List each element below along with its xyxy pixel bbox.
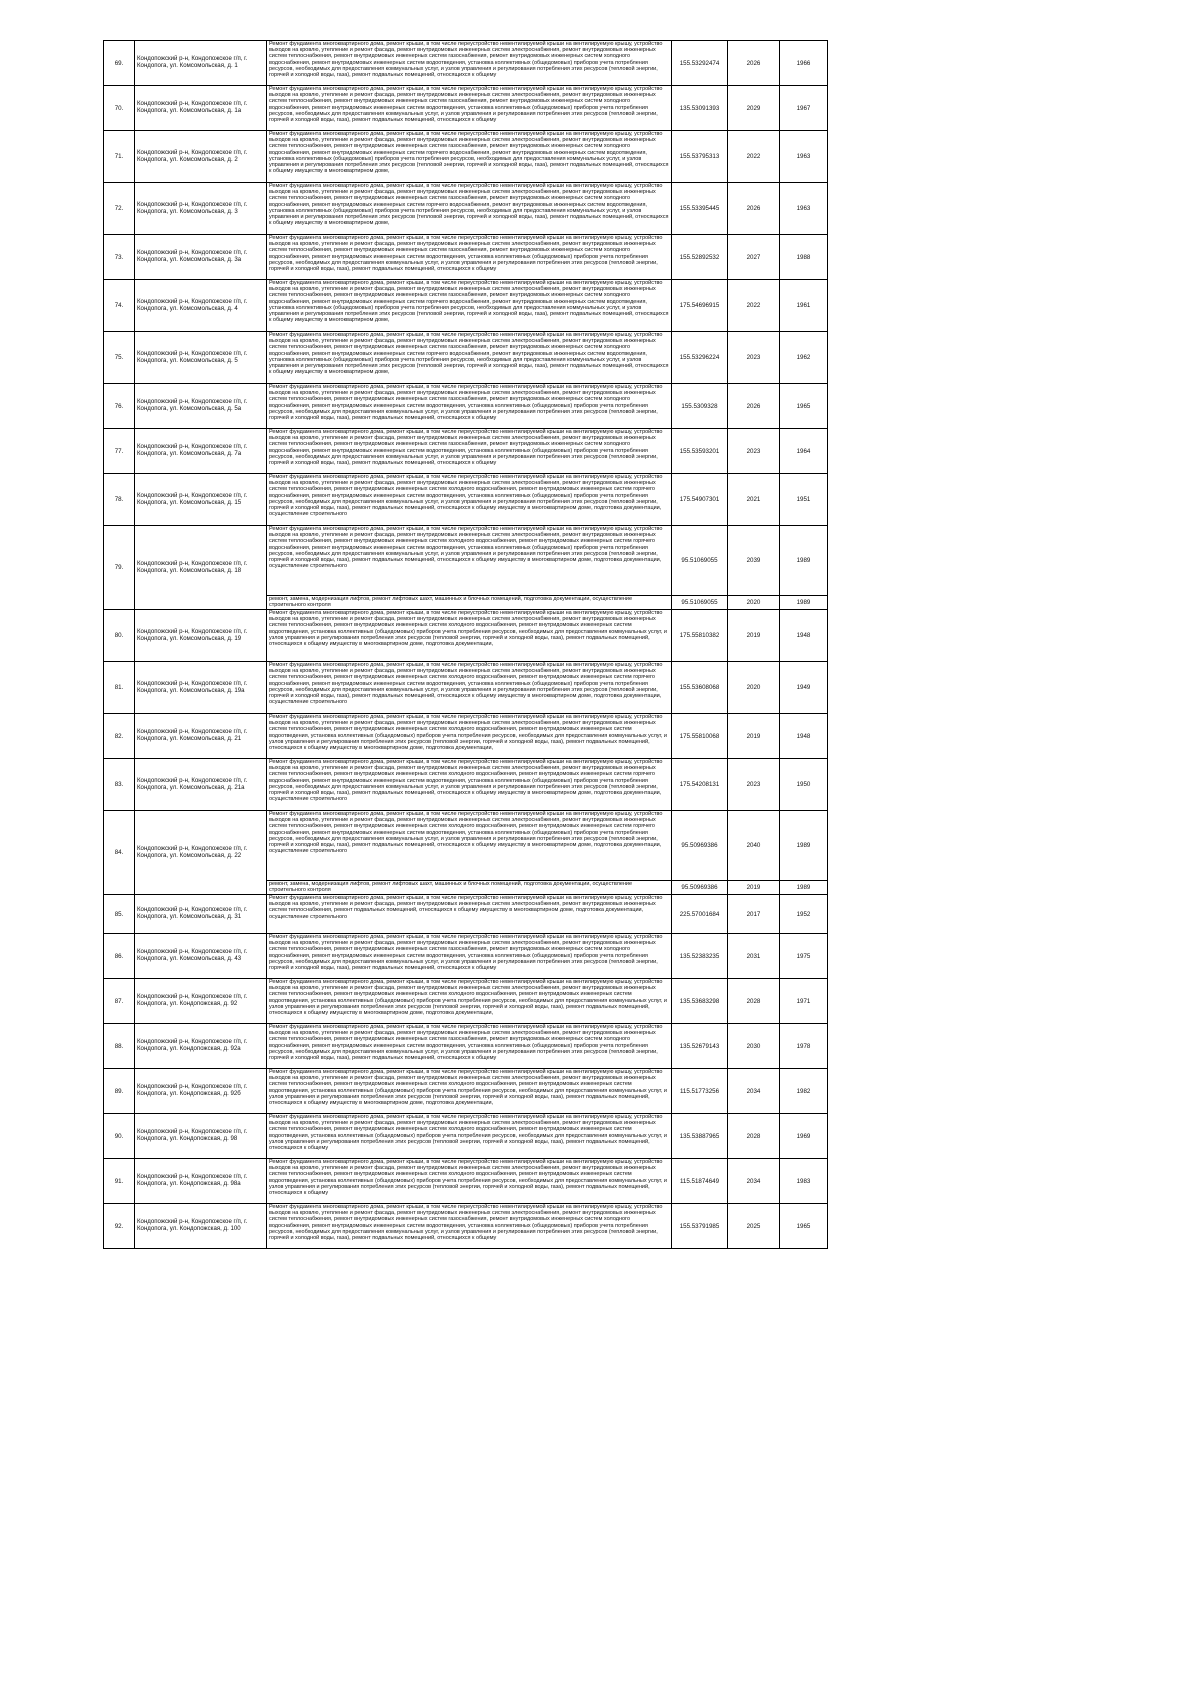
repair-year-cell: 2020 [728, 596, 780, 610]
row-number-cell: 76. [104, 384, 135, 429]
built-year-cell: 1948 [780, 714, 828, 759]
capital-repair-table [103, 40, 828, 1249]
work-types-text: ремонт, замена, модернизация лифтов, ремонт лифтовых шахт, машинных и блочных помещений, подготовка документации, осуществление строительного контроля [269, 596, 633, 609]
work-types-text: Ремонт фундамента многоквартирного дома, ремонт крыши, в том числе переустройство невентилируемой крыши на вентилируемую крышу, устройство выходов на кровлю, утепление и ремонт фасада, ремонт внутридомовых инженерных систем электроснабжения, ремонт внутридомовых инженерных систем теплоснабжения, ремонт внутридомовых инженерных систем газоснабжения, ремонт внутридомовых инженерных систем холодного водоснабжения, ремонт внутридомовых инженерных систем водоотведения, установка коллективных (общедомовых) приборов учета потребления ресурсов, необходимых для предоставления коммунальных услуг, и узлов управления и регулирования потребления этих ресурсов (тепловой энергии, горячей и холодной воды, газа), ремонт подвальных помещений, относящихся к общему [269, 429, 663, 467]
work-types-text: Ремонт фундамента многоквартирного дома, ремонт крыши, в том числе переустройство невентилируемой крыши на вентилируемую крышу, устройство выходов на кровлю, утепление и ремонт фасада, ремонт внутридомовых инженерных систем электроснабжения, ремонт внутридомовых инженерных систем теплоснабжения, ремонт внутридомовых инженерных систем газоснабжения, ремонт внутридомовых инженерных систем холодного водоснабжения, ремонт внутридомовых инженерных систем водоотведения, установка коллективных (общедомовых) приборов учета потребления ресурсов, необходимых для предоставления коммунальных услуг, и узлов управления и регулирования потребления этих ресурсов (тепловой энергии, горячей и холодной воды, газа), ремонт подвальных помещений, относящихся к общему [269, 86, 663, 124]
cost-cell: 115.51874649 [672, 1159, 728, 1204]
built-year-cell: 1975 [780, 934, 828, 979]
row-number-cell: 89. [104, 1069, 135, 1114]
work-types-text: Ремонт фундамента многоквартирного дома, ремонт крыши, в том числе переустройство невентилируемой крыши на вентилируемую крышу, устройство выходов на кровлю, утепление и ремонт фасада, ремонт внутридомовых инженерных систем электроснабжения, ремонт внутридомовых инженерных систем теплоснабжения, ремонт внутридомовых инженерных систем газоснабжения, ремонт внутридомовых инженерных систем холодного водоснабжения, ремонт внутридомовых инженерных систем водоотведения, установка коллективных (общедомовых) приборов учета потребления ресурсов, необходимых для предоставления коммунальных услуг, и узлов управления и регулирования потребления этих ресурсов (тепловой энергии, горячей и холодной воды, газа), ремонт подвальных помещений, относящихся к общему [269, 235, 663, 273]
repair-year-cell: 2028 [728, 1114, 780, 1159]
cost-cell: 155.53791985 [672, 1204, 728, 1249]
cost-cell: 95.50969386 [672, 811, 728, 881]
work-types-text: Ремонт фундамента многоквартирного дома, ремонт крыши, в том числе переустройство невентилируемой крыши на вентилируемую крышу, устройство выходов на кровлю, утепление и ремонт фасада, ремонт внутридомовых инженерных систем электроснабжения, ремонт внутридомовых инженерных систем теплоснабжения, ремонт внутридомовых инженерных систем газоснабжения, ремонт внутридомовых инженерных систем холодного водоснабжения, ремонт внутридомовых инженерных систем водоотведения, установка коллективных (общедомовых) приборов учета потребления ресурсов, необходимых для предоставления коммунальных услуг, и узлов управления и регулирования потребления этих ресурсов (тепловой энергии, горячей и холодной воды, газа), ремонт подвальных помещений, относящихся к общему [269, 934, 663, 972]
table-row [104, 384, 828, 429]
work-types-text: Ремонт фундамента многоквартирного дома, ремонт крыши, в том числе переустройство невентилируемой крыши на вентилируемую крышу, устройство выходов на кровлю, утепление и ремонт фасада, ремонт внутридомовых инженерных систем электроснабжения, ремонт внутридомовых инженерных систем теплоснабжения, ремонт внутридомовых инженерных систем холодного водоснабжения, ремонт внутридомовых инженерных систем горячего водоснабжения, ремонт внутридомовых инженерных систем водоотведения, установка коллективных (общедомовых) приборов учета потребления ресурсов, необходимых для предоставления коммунальных услуг, и узлов управления и регулирования потребления этих ресурсов (тепловой энергии, горячей и холодной воды, газа), ремонт подвальных помещений, относящихся к общему имуществу в многоквартирном доме, подготовка документации, осуществление строительного [269, 811, 663, 855]
cost-cell: 155.53608068 [672, 662, 728, 714]
address-cell: Кондопожский р-н, Кондопожское г/п, г. Кондопога, ул. Кондопожская, д. 100 [135, 1204, 267, 1249]
cost-cell: 155.53395445 [672, 183, 728, 235]
row-number-cell: 74. [104, 280, 135, 332]
work-types-cell [267, 979, 672, 1024]
address-cell: Кондопожский р-н, Кондопожское г/п, г. Кондопога, ул. Кондопожская, д. 92 [135, 979, 267, 1024]
cost-cell: 155.52892532 [672, 235, 728, 280]
work-types-cell [267, 526, 672, 596]
table-row [104, 610, 828, 662]
row-number-cell: 80. [104, 610, 135, 662]
row-number-cell: 75. [104, 332, 135, 384]
built-year-cell: 1952 [780, 895, 828, 934]
table-row [104, 280, 828, 332]
repair-year-cell: 2021 [728, 474, 780, 526]
row-number-cell: 81. [104, 662, 135, 714]
work-types-cell [267, 131, 672, 183]
row-number-cell: 84. [104, 811, 135, 895]
work-types-text: ремонт, замена, модернизация лифтов, ремонт лифтовых шахт, машинных и блочных помещений, подготовка документации, осуществление строительного контроля [269, 881, 633, 894]
cost-cell: 95.50969386 [672, 881, 728, 895]
built-year-cell: 1982 [780, 1069, 828, 1114]
table-row [104, 979, 828, 1024]
work-types-text: Ремонт фундамента многоквартирного дома, ремонт крыши, в том числе переустройство невентилируемой крыши на вентилируемую крышу, устройство выходов на кровлю, утепление и ремонт фасада, ремонт внутридомовых инженерных систем электроснабжения, ремонт внутридомовых инженерных систем теплоснабжения, ремонт внутридомовых инженерных систем газоснабжения, ремонт внутридомовых инженерных систем холодного водоснабжения, ремонт внутридомовых инженерных систем водоотведения, установка коллективных (общедомовых) приборов учета потребления ресурсов, необходимых для предоставления коммунальных услуг, и узлов управления и регулирования потребления этих ресурсов (тепловой энергии, горячей и холодной воды, газа), ремонт подвальных помещений, относящихся к общему [269, 384, 663, 422]
work-types-cell [267, 332, 672, 384]
repair-year-cell: 2019 [728, 881, 780, 895]
address-cell: Кондопожский р-н, Кондопожское г/п, г. Кондопога, ул. Комсомольская, д. 22 [135, 811, 267, 895]
built-year-cell: 1971 [780, 979, 828, 1024]
repair-year-cell: 2031 [728, 934, 780, 979]
repair-year-cell: 2025 [728, 1204, 780, 1249]
table-body [104, 41, 828, 1249]
repair-year-cell: 2017 [728, 895, 780, 934]
work-types-cell [267, 895, 672, 934]
row-number-cell: 82. [104, 714, 135, 759]
table-row [104, 526, 828, 596]
work-types-cell [267, 1069, 672, 1114]
table-row [104, 86, 828, 131]
table-row [104, 714, 828, 759]
work-types-cell [267, 384, 672, 429]
row-number-cell: 78. [104, 474, 135, 526]
cost-cell: 135.53683298 [672, 979, 728, 1024]
work-types-text: Ремонт фундамента многоквартирного дома, ремонт крыши, в том числе переустройство невентилируемой крыши на вентилируемую крышу, устройство выходов на кровлю, утепление и ремонт фасада, ремонт внутридомовых инженерных систем электроснабжения, ремонт внутридомовых инженерных систем теплоснабжения, ремонт внутридомовых инженерных систем газоснабжения, ремонт внутридомовых инженерных систем холодного водоснабжения, ремонт внутридомовых инженерных систем горячего водоснабжения, ремонт внутридомовых инженерных систем водоотведения, установка коллективных (общедомовых) приборов учета потребления ресурсов, необходимых для предоставления коммунальных услуг, и узлов управления и регулирования потребления этих ресурсов (тепловой энергии, горячей и холодной воды, газа), ремонт подвальных помещений, относящихся к общему имуществу в многоквартирном доме, [269, 332, 669, 376]
work-types-cell [267, 1024, 672, 1069]
work-types-text: Ремонт фундамента многоквартирного дома, ремонт крыши, в том числе переустройство невентилируемой крыши на вентилируемую крышу, устройство выходов на кровлю, утепление и ремонт фасада, ремонт внутридомовых инженерных систем электроснабжения, ремонт внутридомовых инженерных систем теплоснабжения, ремонт внутридомовых инженерных систем газоснабжения, ремонт внутридомовых инженерных систем холодного водоснабжения, ремонт внутридомовых инженерных систем водоотведения, установка коллективных (общедомовых) приборов учета потребления ресурсов, необходимых для предоставления коммунальных услуг, и узлов управления и регулирования потребления этих ресурсов (тепловой энергии, горячей и холодной воды, газа), ремонт подвальных помещений, относящихся к общему [269, 1024, 663, 1062]
work-types-text: Ремонт фундамента многоквартирного дома, ремонт крыши, в том числе переустройство невентилируемой крыши на вентилируемую крышу, устройство выходов на кровлю, утепление и ремонт фасада, ремонт внутридомовых инженерных систем электроснабжения, ремонт внутридомовых инженерных систем теплоснабжения, ремонт внутридомовых инженерных систем холодного водоснабжения, ремонт внутридомовых инженерных систем водоотведения, установка коллективных (общедомовых) приборов учета потребления ресурсов, необходимых для предоставления коммунальных услуг, и узлов управления и регулирования потребления этих ресурсов (тепловой энергии, горячей и холодной воды, газа), ремонт подвальных помещений, относящихся к общему [269, 1114, 668, 1152]
cost-cell: 135.53887965 [672, 1114, 728, 1159]
built-year-cell: 1989 [780, 881, 828, 895]
address-cell: Кондопожский р-н, Кондопожское г/п, г. Кондопога, ул. Комсомольская, д. 31 [135, 895, 267, 934]
work-types-text: Ремонт фундамента многоквартирного дома, ремонт крыши, в том числе переустройство невентилируемой крыши на вентилируемую крышу, устройство выходов на кровлю, утепление и ремонт фасада, ремонт внутридомовых инженерных систем электроснабжения, ремонт внутридомовых инженерных систем теплоснабжения, ремонт внутридомовых инженерных систем холодного водоснабжения, ремонт внутридомовых инженерных систем водоотведения, установка коллективных (общедомовых) приборов учета потребления ресурсов, необходимых для предоставления коммунальных услуг, и узлов управления и регулирования потребления этих ресурсов (тепловой энергии, горячей и холодной воды, газа), ремонт подвальных помещений, относящихся к общему имуществу в многоквартирном доме, подготовка документации, [269, 610, 668, 648]
built-year-cell: 1961 [780, 280, 828, 332]
table-row [104, 235, 828, 280]
cost-cell: 155.5309328 [672, 384, 728, 429]
built-year-cell: 1969 [780, 1114, 828, 1159]
built-year-cell: 1950 [780, 759, 828, 811]
work-types-cell [267, 41, 672, 86]
address-cell: Кондопожский р-н, Кондопожское г/п, г. Кондопога, ул. Кондопожская, д. 98 [135, 1114, 267, 1159]
table-row [104, 41, 828, 86]
table-row [104, 662, 828, 714]
cost-cell: 175.54208131 [672, 759, 728, 811]
table-row [104, 183, 828, 235]
built-year-cell: 1967 [780, 86, 828, 131]
built-year-cell: 1988 [780, 235, 828, 280]
address-cell: Кондопожский р-н, Кондопожское г/п, г. Кондопога, ул. Комсомольская, д. 1 [135, 41, 267, 86]
work-types-text: Ремонт фундамента многоквартирного дома, ремонт крыши, в том числе переустройство невентилируемой крыши на вентилируемую крышу, устройство выходов на кровлю, утепление и ремонт фасада, ремонт внутридомовых инженерных систем электроснабжения, ремонт внутридомовых инженерных систем теплоснабжения, ремонт внутридомовых инженерных систем газоснабжения, ремонт внутридомовых инженерных систем холодного водоснабжения, ремонт внутридомовых инженерных систем горячего водоснабжения, ремонт внутридомовых инженерных систем водоотведения, установка коллективных (общедомовых) приборов учета потребления ресурсов, необходимых для предоставления коммунальных услуг, и узлов управления и регулирования потребления этих ресурсов (тепловой энергии, горячей и холодной воды, газа), ремонт подвальных помещений, относящихся к общему имуществу в многоквартирном доме, [269, 183, 669, 227]
cost-cell: 115.51773256 [672, 1069, 728, 1114]
repair-year-cell: 2019 [728, 714, 780, 759]
table-row [104, 332, 828, 384]
work-types-text: Ремонт фундамента многоквартирного дома, ремонт крыши, в том числе переустройство невентилируемой крыши на вентилируемую крышу, устройство выходов на кровлю, утепление и ремонт фасада, ремонт внутридомовых инженерных систем электроснабжения, ремонт внутридомовых инженерных систем теплоснабжения, ремонт внутридомовых инженерных систем холодного водоснабжения, ремонт внутридомовых инженерных систем водоотведения, установка коллективных (общедомовых) приборов учета потребления ресурсов, необходимых для предоставления коммунальных услуг, и узлов управления и регулирования потребления этих ресурсов (тепловой энергии, горячей и холодной воды, газа), ремонт подвальных помещений, относящихся к общему имуществу в многоквартирном доме, подготовка документации, [269, 979, 668, 1017]
repair-year-cell: 2029 [728, 86, 780, 131]
work-types-cell [267, 1204, 672, 1249]
row-number-cell: 83. [104, 759, 135, 811]
address-cell: Кондопожский р-н, Кондопожское г/п, г. Кондопога, ул. Комсомольская, д. 3а [135, 235, 267, 280]
row-number-cell: 72. [104, 183, 135, 235]
row-number-cell: 77. [104, 429, 135, 474]
work-types-cell [267, 429, 672, 474]
work-types-text: Ремонт фундамента многоквартирного дома, ремонт крыши, в том числе переустройство невентилируемой крыши на вентилируемую крышу, устройство выходов на кровлю, утепление и ремонт фасада, ремонт внутридомовых инженерных систем электроснабжения, ремонт внутридомовых инженерных систем теплоснабжения, ремонт внутридомовых инженерных систем холодного водоснабжения, ремонт внутридомовых инженерных систем горячего водоснабжения, ремонт внутридомовых инженерных систем водоотведения, установка коллективных (общедомовых) приборов учета потребления ресурсов, необходимых для предоставления коммунальных услуг, и узлов управления и регулирования потребления этих ресурсов (тепловой энергии, горячей и холодной воды, газа), ремонт подвальных помещений, относящихся к общему имуществу в многоквартирном доме, подготовка документации, осуществление строительного [269, 526, 663, 570]
built-year-cell: 1948 [780, 610, 828, 662]
work-types-text: Ремонт фундамента многоквартирного дома, ремонт крыши, в том числе переустройство невентилируемой крыши на вентилируемую крышу, устройство выходов на кровлю, утепление и ремонт фасада, ремонт внутридомовых инженерных систем электроснабжения, ремонт внутридомовых инженерных систем теплоснабжения, ремонт внутридомовых инженерных систем холодного водоснабжения, ремонт внутридомовых инженерных систем водоотведения, установка коллективных (общедомовых) приборов учета потребления ресурсов, необходимых для предоставления коммунальных услуг, и узлов управления и регулирования потребления этих ресурсов (тепловой энергии, горячей и холодной воды, газа), ремонт подвальных помещений, относящихся к общему имуществу в многоквартирном доме, подготовка документации, [269, 1069, 668, 1107]
built-year-cell: 1949 [780, 662, 828, 714]
built-year-cell: 1963 [780, 183, 828, 235]
table-row [104, 429, 828, 474]
built-year-cell: 1951 [780, 474, 828, 526]
work-types-cell [267, 596, 672, 610]
table-row [104, 1069, 828, 1114]
repair-year-cell: 2023 [728, 759, 780, 811]
built-year-cell: 1978 [780, 1024, 828, 1069]
built-year-cell: 1965 [780, 384, 828, 429]
table-row [104, 895, 828, 934]
table-row [104, 1024, 828, 1069]
work-types-cell [267, 474, 672, 526]
built-year-cell: 1962 [780, 332, 828, 384]
work-types-text: Ремонт фундамента многоквартирного дома, ремонт крыши, в том числе переустройство невентилируемой крыши на вентилируемую крышу, устройство выходов на кровлю, утепление и ремонт фасада, ремонт внутридомовых инженерных систем электроснабжения, ремонт внутридомовых инженерных систем теплоснабжения, ремонт внутридомовых инженерных систем газоснабжения, ремонт внутридомовых инженерных систем холодного водоснабжения, ремонт внутридомовых инженерных систем водоотведения, установка коллективных (общедомовых) приборов учета потребления ресурсов, необходимых для предоставления коммунальных услуг, и узлов управления и регулирования потребления этих ресурсов (тепловой энергии, горячей и холодной воды, газа), ремонт подвальных помещений, относящихся к общему [269, 1204, 663, 1242]
work-types-cell [267, 86, 672, 131]
work-types-cell [267, 1114, 672, 1159]
address-cell: Кондопожский р-н, Кондопожское г/п, г. Кондопога, ул. Комсомольская, д. 15 [135, 474, 267, 526]
address-cell: Кондопожский р-н, Кондопожское г/п, г. Кондопога, ул. Комсомольская, д. 18 [135, 526, 267, 610]
cost-cell: 175.54907301 [672, 474, 728, 526]
repair-year-cell: 2028 [728, 979, 780, 1024]
cost-cell: 155.53795313 [672, 131, 728, 183]
repair-year-cell: 2020 [728, 662, 780, 714]
address-cell: Кондопожский р-н, Кондопожское г/п, г. Кондопога, ул. Комсомольская, д. 21а [135, 759, 267, 811]
built-year-cell: 1983 [780, 1159, 828, 1204]
address-cell: Кондопожский р-н, Кондопожское г/п, г. Кондопога, ул. Комсомольская, д. 19 [135, 610, 267, 662]
table-row [104, 934, 828, 979]
cost-cell: 95.51069055 [672, 526, 728, 596]
row-number-cell: 73. [104, 235, 135, 280]
address-cell: Кондопожский р-н, Кондопожское г/п, г. Кондопога, ул. Кондопожская, д. 92б [135, 1069, 267, 1114]
table-row [104, 1204, 828, 1249]
address-cell: Кондопожский р-н, Кондопожское г/п, г. Кондопога, ул. Кондопожская, д. 98а [135, 1159, 267, 1204]
work-types-cell [267, 714, 672, 759]
table-row [104, 1159, 828, 1204]
cost-cell: 135.53091393 [672, 86, 728, 131]
row-number-cell: 69. [104, 41, 135, 86]
address-cell: Кондопожский р-н, Кондопожское г/п, г. Кондопога, ул. Комсомольская, д. 1а [135, 86, 267, 131]
repair-year-cell: 2019 [728, 610, 780, 662]
row-number-cell: 87. [104, 979, 135, 1024]
repair-year-cell: 2027 [728, 235, 780, 280]
built-year-cell: 1964 [780, 429, 828, 474]
work-types-text: Ремонт фундамента многоквартирного дома, ремонт крыши, в том числе переустройство невентилируемой крыши на вентилируемую крышу, устройство выходов на кровлю, утепление и ремонт фасада, ремонт внутридомовых инженерных систем электроснабжения, ремонт внутридомовых инженерных систем теплоснабжения, ремонт внутридомовых инженерных систем газоснабжения, ремонт внутридомовых инженерных систем холодного водоснабжения, ремонт внутридомовых инженерных систем горячего водоснабжения, ремонт внутридомовых инженерных систем водоотведения, установка коллективных (общедомовых) приборов учета потребления ресурсов, необходимых для предоставления коммунальных услуг, и узлов управления и регулирования потребления этих ресурсов (тепловой энергии, горячей и холодной воды, газа), ремонт подвальных помещений, относящихся к общему имуществу в многоквартирном доме, [269, 280, 669, 324]
work-types-cell [267, 662, 672, 714]
address-cell: Кондопожский р-н, Кондопожское г/п, г. Кондопога, ул. Комсомольская, д. 3 [135, 183, 267, 235]
cost-cell: 155.53292474 [672, 41, 728, 86]
row-number-cell: 92. [104, 1204, 135, 1249]
cost-cell: 135.52679143 [672, 1024, 728, 1069]
built-year-cell: 1989 [780, 596, 828, 610]
built-year-cell: 1989 [780, 526, 828, 596]
repair-year-cell: 2023 [728, 332, 780, 384]
repair-year-cell: 2030 [728, 1024, 780, 1069]
work-types-text: Ремонт фундамента многоквартирного дома, ремонт крыши, в том числе переустройство невентилируемой крыши на вентилируемую крышу, устройство выходов на кровлю, утепление и ремонт фасада, ремонт внутридомовых инженерных систем электроснабжения, ремонт внутридомовых инженерных систем теплоснабжения, ремонт подвальных помещений, относящихся к общему имуществу в многоквартирном доме, подготовка документации, осуществление строительного [269, 895, 663, 920]
address-cell: Кондопожский р-н, Кондопожское г/п, г. Кондопога, ул. Комсомольская, д. 5а [135, 384, 267, 429]
row-number-cell: 86. [104, 934, 135, 979]
repair-year-cell: 2022 [728, 131, 780, 183]
repair-year-cell: 2034 [728, 1069, 780, 1114]
repair-year-cell: 2026 [728, 384, 780, 429]
work-types-text: Ремонт фундамента многоквартирного дома, ремонт крыши, в том числе переустройство невентилируемой крыши на вентилируемую крышу, устройство выходов на кровлю, утепление и ремонт фасада, ремонт внутридомовых инженерных систем электроснабжения, ремонт внутридомовых инженерных систем теплоснабжения, ремонт внутридомовых инженерных систем холодного водоснабжения, ремонт внутридомовых инженерных систем горячего водоснабжения, ремонт внутридомовых инженерных систем водоотведения, установка коллективных (общедомовых) приборов учета потребления ресурсов, необходимых для предоставления коммунальных услуг, и узлов управления и регулирования потребления этих ресурсов (тепловой энергии, горячей и холодной воды, газа), ремонт подвальных помещений, относящихся к общему имуществу в многоквартирном доме, подготовка документации, осуществление строительного [269, 474, 663, 518]
work-types-cell [267, 811, 672, 881]
repair-year-cell: 2023 [728, 429, 780, 474]
work-types-text: Ремонт фундамента многоквартирного дома, ремонт крыши, в том числе переустройство невентилируемой крыши на вентилируемую крышу, устройство выходов на кровлю, утепление и ремонт фасада, ремонт внутридомовых инженерных систем электроснабжения, ремонт внутридомовых инженерных систем теплоснабжения, ремонт внутридомовых инженерных систем холодного водоснабжения, ремонт внутридомовых инженерных систем горячего водоснабжения, ремонт внутридомовых инженерных систем водоотведения, установка коллективных (общедомовых) приборов учета потребления ресурсов, необходимых для предоставления коммунальных услуг, и узлов управления и регулирования потребления этих ресурсов (тепловой энергии, горячей и холодной воды, газа), ремонт подвальных помещений, относящихся к общему имуществу в многоквартирном доме, подготовка документации, осуществление строительного [269, 759, 663, 803]
work-types-cell [267, 1159, 672, 1204]
built-year-cell: 1963 [780, 131, 828, 183]
work-types-cell [267, 759, 672, 811]
row-number-cell: 70. [104, 86, 135, 131]
work-types-cell [267, 881, 672, 895]
address-cell: Кондопожский р-н, Кондопожское г/п, г. Кондопога, ул. Комсомольская, д. 7а [135, 429, 267, 474]
address-cell: Кондопожский р-н, Кондопожское г/п, г. Кондопога, ул. Комсомольская, д. 21 [135, 714, 267, 759]
repair-year-cell: 2026 [728, 41, 780, 86]
address-cell: Кондопожский р-н, Кондопожское г/п, г. Кондопога, ул. Комсомольская, д. 5 [135, 332, 267, 384]
repair-year-cell: 2026 [728, 183, 780, 235]
cost-cell: 95.51069055 [672, 596, 728, 610]
row-number-cell: 90. [104, 1114, 135, 1159]
address-cell: Кондопожский р-н, Кондопожское г/п, г. Кондопога, ул. Комсомольская, д. 4 [135, 280, 267, 332]
cost-cell: 155.53296224 [672, 332, 728, 384]
cost-cell: 155.53593201 [672, 429, 728, 474]
row-number-cell: 79. [104, 526, 135, 610]
row-number-cell: 88. [104, 1024, 135, 1069]
work-types-text: Ремонт фундамента многоквартирного дома, ремонт крыши, в том числе переустройство невентилируемой крыши на вентилируемую крышу, устройство выходов на кровлю, утепление и ремонт фасада, ремонт внутридомовых инженерных систем электроснабжения, ремонт внутридомовых инженерных систем теплоснабжения, ремонт внутридомовых инженерных систем газоснабжения, ремонт внутридомовых инженерных систем холодного водоснабжения, ремонт внутридомовых инженерных систем водоотведения, установка коллективных (общедомовых) приборов учета потребления ресурсов, необходимых для предоставления коммунальных услуг, и узлов управления и регулирования потребления этих ресурсов (тепловой энергии, горячей и холодной воды, газа), ремонт подвальных помещений, относящихся к общему [269, 41, 663, 79]
table-row [104, 1114, 828, 1159]
work-types-text: Ремонт фундамента многоквартирного дома, ремонт крыши, в том числе переустройство невентилируемой крыши на вентилируемую крышу, устройство выходов на кровлю, утепление и ремонт фасада, ремонт внутридомовых инженерных систем электроснабжения, ремонт внутридомовых инженерных систем теплоснабжения, ремонт внутридомовых инженерных систем холодного водоснабжения, ремонт внутридомовых инженерных систем водоотведения, установка коллективных (общедомовых) приборов учета потребления ресурсов, необходимых для предоставления коммунальных услуг, и узлов управления и регулирования потребления этих ресурсов (тепловой энергии, горячей и холодной воды, газа), ремонт подвальных помещений, относящихся к общему имуществу в многоквартирном доме, подготовка документации, [269, 714, 668, 752]
work-types-cell [267, 183, 672, 235]
cost-cell: 175.55810068 [672, 714, 728, 759]
work-types-cell [267, 235, 672, 280]
table-row [104, 759, 828, 811]
built-year-cell: 1966 [780, 41, 828, 86]
row-number-cell: 85. [104, 895, 135, 934]
cost-cell: 135.52383235 [672, 934, 728, 979]
cost-cell: 225.57001684 [672, 895, 728, 934]
work-types-text: Ремонт фундамента многоквартирного дома, ремонт крыши, в том числе переустройство невентилируемой крыши на вентилируемую крышу, устройство выходов на кровлю, утепление и ремонт фасада, ремонт внутридомовых инженерных систем электроснабжения, ремонт внутридомовых инженерных систем теплоснабжения, ремонт внутридомовых инженерных систем холодного водоснабжения, ремонт внутридомовых инженерных систем горячего водоснабжения, ремонт внутридомовых инженерных систем водоотведения, установка коллективных (общедомовых) приборов учета потребления ресурсов, необходимых для предоставления коммунальных услуг, и узлов управления и регулирования потребления этих ресурсов (тепловой энергии, горячей и холодной воды, газа), ремонт подвальных помещений, относящихся к общему имуществу в многоквартирном доме, подготовка документации, осуществление строительного [269, 662, 663, 706]
work-types-cell [267, 610, 672, 662]
row-number-cell: 71. [104, 131, 135, 183]
cost-cell: 175.54696915 [672, 280, 728, 332]
address-cell: Кондопожский р-н, Кондопожское г/п, г. Кондопога, ул. Комсомольская, д. 2 [135, 131, 267, 183]
repair-schedule-table [103, 40, 828, 1249]
table-row [104, 474, 828, 526]
repair-year-cell: 2039 [728, 526, 780, 596]
address-cell: Кондопожский р-н, Кондопожское г/п, г. Кондопога, ул. Кондопожская, д. 92а [135, 1024, 267, 1069]
table-row [104, 811, 828, 881]
built-year-cell: 1965 [780, 1204, 828, 1249]
repair-year-cell: 2034 [728, 1159, 780, 1204]
address-cell: Кондопожский р-н, Кондопожское г/п, г. Кондопога, ул. Комсомольская, д. 43 [135, 934, 267, 979]
repair-year-cell: 2040 [728, 811, 780, 881]
work-types-text: Ремонт фундамента многоквартирного дома, ремонт крыши, в том числе переустройство невентилируемой крыши на вентилируемую крышу, устройство выходов на кровлю, утепление и ремонт фасада, ремонт внутридомовых инженерных систем электроснабжения, ремонт внутридомовых инженерных систем теплоснабжения, ремонт внутридомовых инженерных систем холодного водоснабжения, ремонт внутридомовых инженерных систем водоотведения, установка коллективных (общедомовых) приборов учета потребления ресурсов, необходимых для предоставления коммунальных услуг, и узлов управления и регулирования потребления этих ресурсов (тепловой энергии, горячей и холодной воды, газа), ремонт подвальных помещений, относящихся к общему [269, 1159, 668, 1197]
address-cell: Кондопожский р-н, Кондопожское г/п, г. Кондопога, ул. Комсомольская, д. 19а [135, 662, 267, 714]
work-types-cell [267, 280, 672, 332]
table-row [104, 131, 828, 183]
repair-year-cell: 2022 [728, 280, 780, 332]
row-number-cell: 91. [104, 1159, 135, 1204]
built-year-cell: 1989 [780, 811, 828, 881]
work-types-text: Ремонт фундамента многоквартирного дома, ремонт крыши, в том числе переустройство невентилируемой крыши на вентилируемую крышу, устройство выходов на кровлю, утепление и ремонт фасада, ремонт внутридомовых инженерных систем электроснабжения, ремонт внутридомовых инженерных систем теплоснабжения, ремонт внутридомовых инженерных систем газоснабжения, ремонт внутридомовых инженерных систем холодного водоснабжения, ремонт внутридомовых инженерных систем горячего водоснабжения, ремонт внутридомовых инженерных систем водоотведения, установка коллективных (общедомовых) приборов учета потребления ресурсов, необходимых для предоставления коммунальных услуг, и узлов управления и регулирования потребления этих ресурсов (тепловой энергии, горячей и холодной воды, газа), ремонт подвальных помещений, относящихся к общему имуществу в многоквартирном доме, [269, 131, 669, 175]
work-types-cell [267, 934, 672, 979]
cost-cell: 175.55810382 [672, 610, 728, 662]
